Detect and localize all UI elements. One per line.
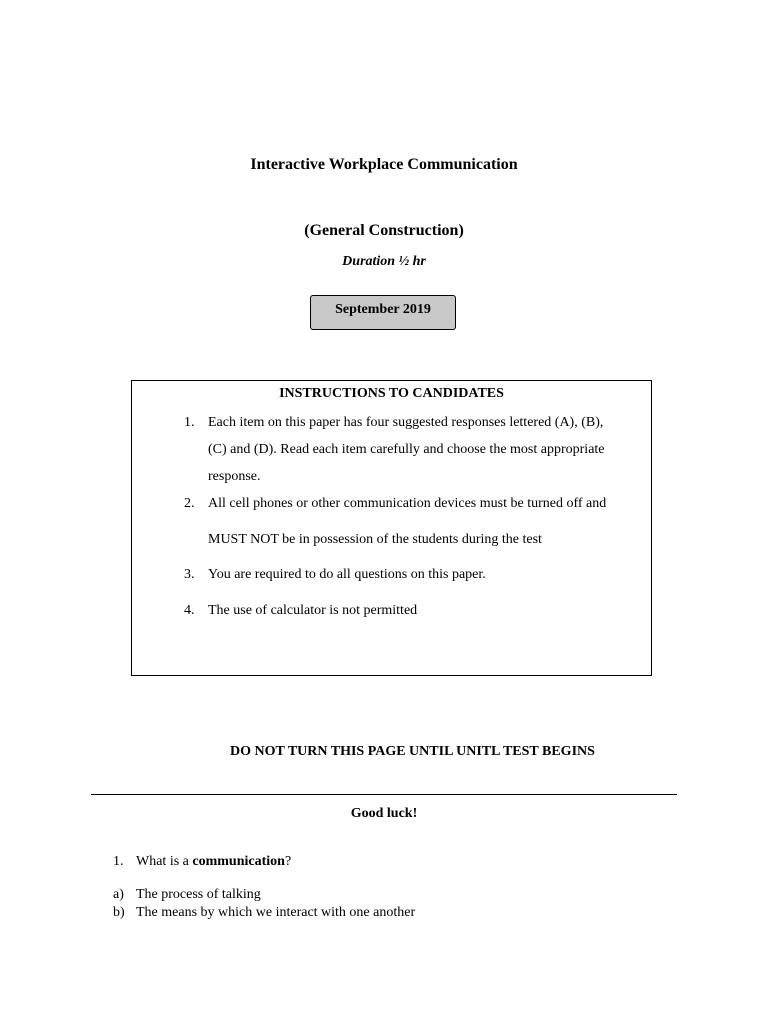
question-suffix: ? — [284, 854, 292, 869]
question-prefix: What is a — [136, 854, 193, 869]
good-luck-text: Good luck! — [350, 806, 418, 821]
option-letter: a) — [113, 887, 124, 902]
instruction-line: response. — [208, 469, 261, 484]
option-text: The means by which we interact with one another — [136, 905, 416, 920]
instruction-number: 1. — [184, 415, 195, 430]
exam-subtitle: (General Construction) — [304, 222, 464, 239]
instruction-line: Each item on this paper has four suggested responses lettered (A), (B), — [208, 415, 604, 430]
instruction-line: (C) and (D). Read each item carefully and choose the most appropriate — [208, 442, 605, 457]
option-text: The process of talking — [136, 887, 261, 902]
instruction-line: MUST NOT be in possession of the students during the test — [208, 532, 542, 547]
divider — [91, 794, 677, 795]
instruction-line: You are required to do all questions on this paper. — [208, 567, 486, 582]
exam-date-box — [310, 295, 456, 330]
instruction-line: The use of calculator is not permitted — [208, 603, 418, 618]
exam-duration: Duration ½ hr — [342, 254, 426, 269]
instruction-number: 3. — [184, 567, 195, 582]
question-number: 1. — [113, 854, 124, 869]
exam-date: September 2019 — [335, 302, 431, 317]
instructions-box — [131, 380, 652, 676]
instruction-line: All cell phones or other communication devices must be turned off and — [208, 496, 607, 511]
exam-title: Interactive Workplace Communication — [250, 156, 518, 173]
instruction-number: 2. — [184, 496, 195, 511]
instructions-heading: INSTRUCTIONS TO CANDIDATES — [279, 386, 504, 401]
question-keyword: communication — [192, 854, 285, 869]
instruction-number: 4. — [184, 603, 195, 618]
option-letter: b) — [113, 905, 125, 920]
warning-text: DO NOT TURN THIS PAGE UNTIL UNITL TEST BEGINS — [230, 744, 595, 759]
question-text — [136, 854, 291, 870]
